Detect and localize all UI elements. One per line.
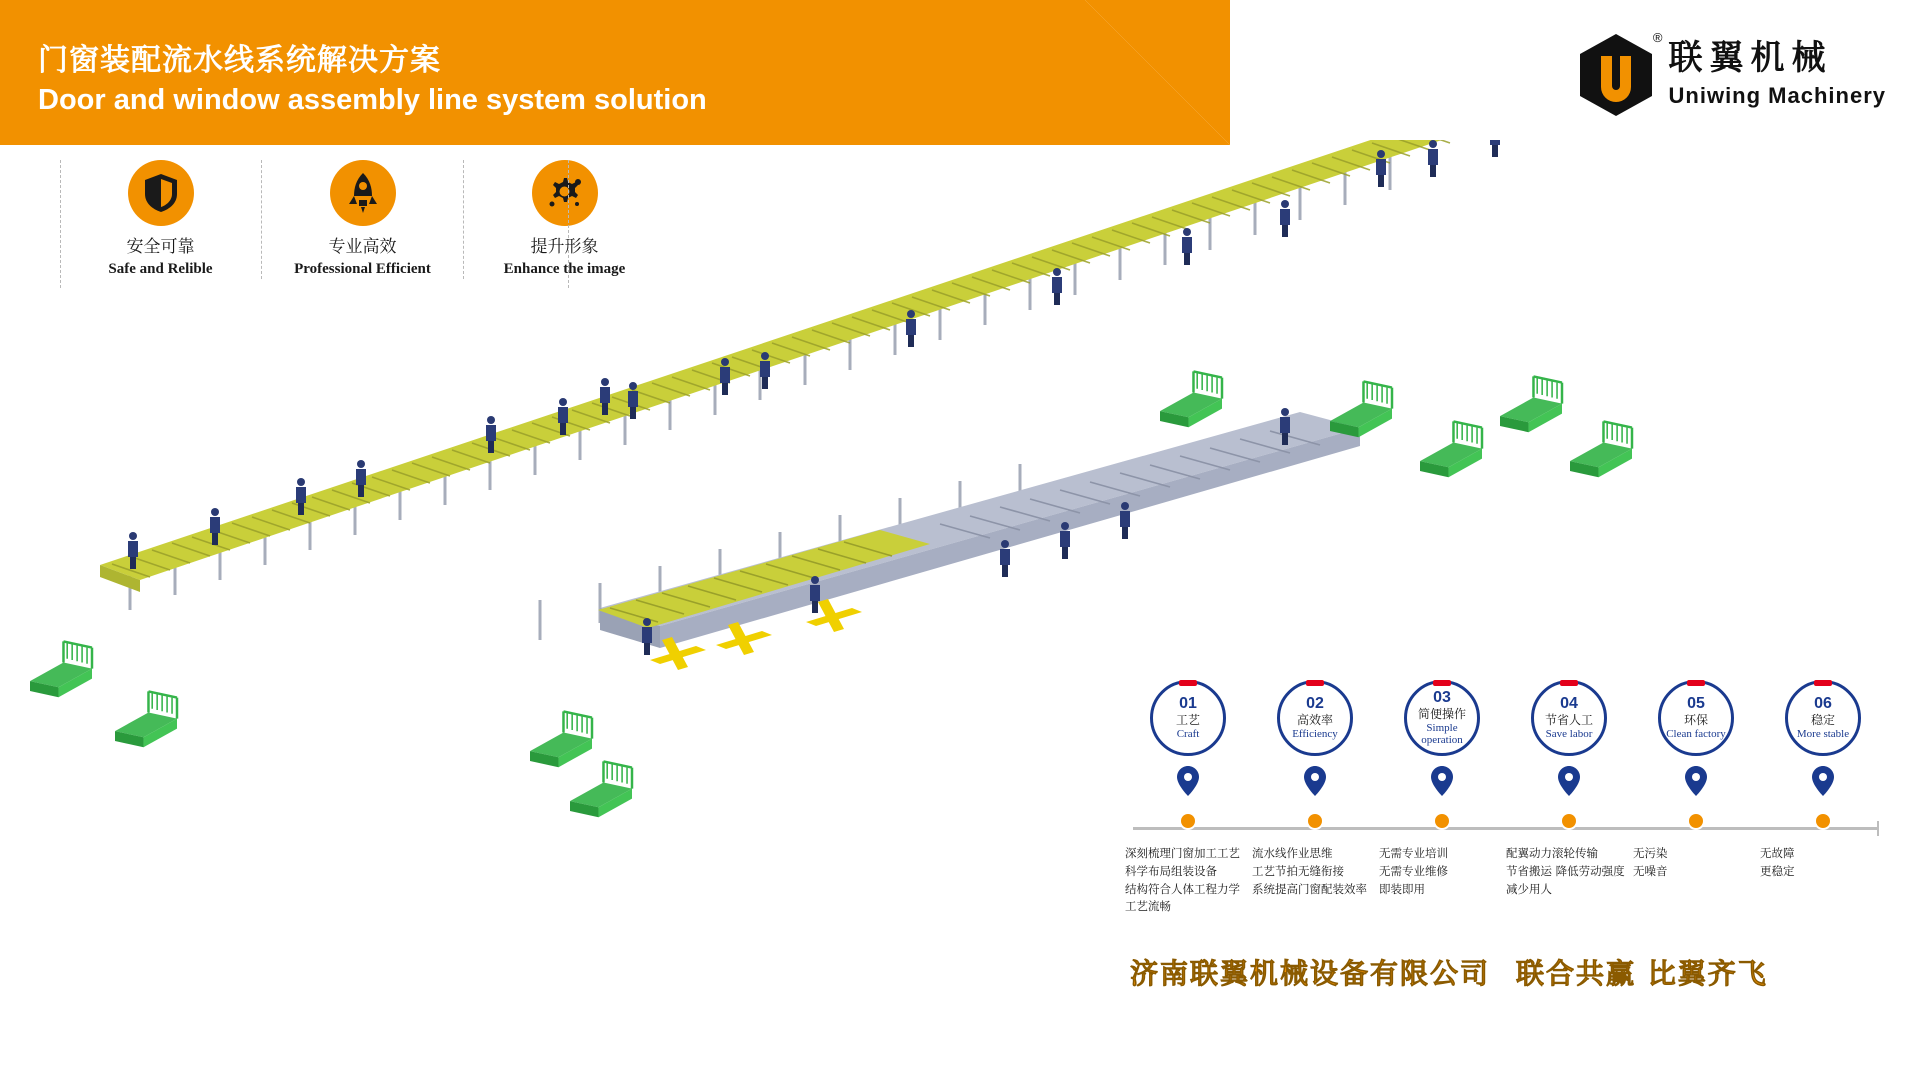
company-slogan: 联合共赢 比翼齐飞 <box>1516 957 1768 990</box>
timeline-label-cn: 高效率 <box>1296 713 1333 728</box>
timeline-label-en: Clean factory <box>1666 727 1726 740</box>
timeline-number: 02 <box>1306 695 1324 713</box>
timeline-label-en: Efficiency <box>1292 727 1338 740</box>
timeline-dot <box>1560 812 1578 830</box>
timeline-description: 配翼动力滚轮传输 节省搬运 降低劳动强度 减少用人 <box>1506 846 1625 896</box>
timeline-item-06[interactable] <box>1760 680 1886 878</box>
timeline-number: 05 <box>1687 695 1705 713</box>
feature-label-cn: 安全可靠 <box>126 237 195 257</box>
timeline-number: 06 <box>1814 695 1832 713</box>
hexagon-u-icon <box>1577 30 1663 118</box>
timeline-badge <box>1785 680 1861 756</box>
page-title-cn: 门窗装配流水线系统解决方案 <box>38 43 441 78</box>
company-name: 济南联翼机械设备有限公司 <box>1130 957 1491 990</box>
timeline-label-en: Craft <box>1176 727 1200 740</box>
timeline-label-en: Simple operation <box>1421 721 1463 746</box>
feature-label-cn: 提升形象 <box>530 237 599 257</box>
timeline-description: 无故障 更稳定 <box>1760 846 1795 878</box>
header-banner-wedge <box>1085 0 1230 145</box>
timeline-description: 流水线作业思维 工艺节拍无缝衔接 系统提高门窗配装效率 <box>1252 846 1367 896</box>
map-pin-icon <box>1812 766 1834 796</box>
timeline-axis <box>1133 827 1878 830</box>
timeline-badge <box>1531 680 1607 756</box>
brand-logo <box>1577 30 1886 120</box>
timeline-number: 04 <box>1560 695 1578 713</box>
page-title-en: Door and window assembly line system solution <box>38 84 707 116</box>
timeline-item-01[interactable] <box>1125 680 1251 914</box>
timeline-label-cn: 稳定 <box>1810 713 1835 728</box>
timeline-dot <box>1179 812 1197 830</box>
timeline-item-04[interactable] <box>1506 680 1632 896</box>
feature-label-en: Enhance the image <box>503 260 626 277</box>
timeline-number: 01 <box>1179 695 1197 713</box>
timeline-description: 深刻梳理门窗加工工艺 科学布局组装设备 结构符合人体工程力学 工艺流畅 <box>1125 846 1240 914</box>
timeline-dot <box>1687 812 1705 830</box>
feature-label-cn: 专业高效 <box>328 237 397 257</box>
map-pin-icon <box>1177 766 1199 796</box>
benefits-timeline <box>1125 680 1885 914</box>
timeline-description: 无需专业培训 无需专业维修 即装即用 <box>1379 846 1448 896</box>
map-pin-icon <box>1304 766 1326 796</box>
logo-name-en: Uniwing Machinery <box>1668 82 1886 108</box>
timeline-dot <box>1433 812 1451 830</box>
conveyor-upper <box>100 140 1560 610</box>
timeline-item-05[interactable] <box>1633 680 1759 878</box>
timeline-label-cn: 环保 <box>1683 713 1708 728</box>
map-pin-icon <box>1431 766 1453 796</box>
timeline-label-en: More stable <box>1796 727 1850 740</box>
map-pin-icon <box>1685 766 1707 796</box>
logo-name-cn: 联翼机械 <box>1668 38 1833 79</box>
timeline-number: 03 <box>1433 689 1451 707</box>
feature-label-en: Safe and Relible <box>108 260 213 277</box>
timeline-label-cn: 节省人工 <box>1544 713 1593 728</box>
timeline-item-03[interactable] <box>1379 680 1505 896</box>
timeline-badge <box>1277 680 1353 756</box>
timeline-badge <box>1404 680 1480 756</box>
registered-mark: ® <box>1652 30 1663 45</box>
timeline-dot <box>1814 812 1832 830</box>
feature-label-en: Professional Efficient <box>294 260 431 277</box>
timeline-item-02[interactable] <box>1252 680 1378 896</box>
map-pin-icon <box>1558 766 1580 796</box>
timeline-badge <box>1658 680 1734 756</box>
timeline-label-en: Save labor <box>1545 727 1593 740</box>
timeline-description: 无污染 无噪音 <box>1633 846 1668 878</box>
timeline-label-cn: 简便操作 <box>1417 707 1466 722</box>
timeline-dot <box>1306 812 1324 830</box>
footer <box>1130 952 1890 992</box>
timeline-badge <box>1150 680 1226 756</box>
conveyor-lower <box>540 408 1360 670</box>
timeline-label-cn: 工艺 <box>1175 713 1200 728</box>
